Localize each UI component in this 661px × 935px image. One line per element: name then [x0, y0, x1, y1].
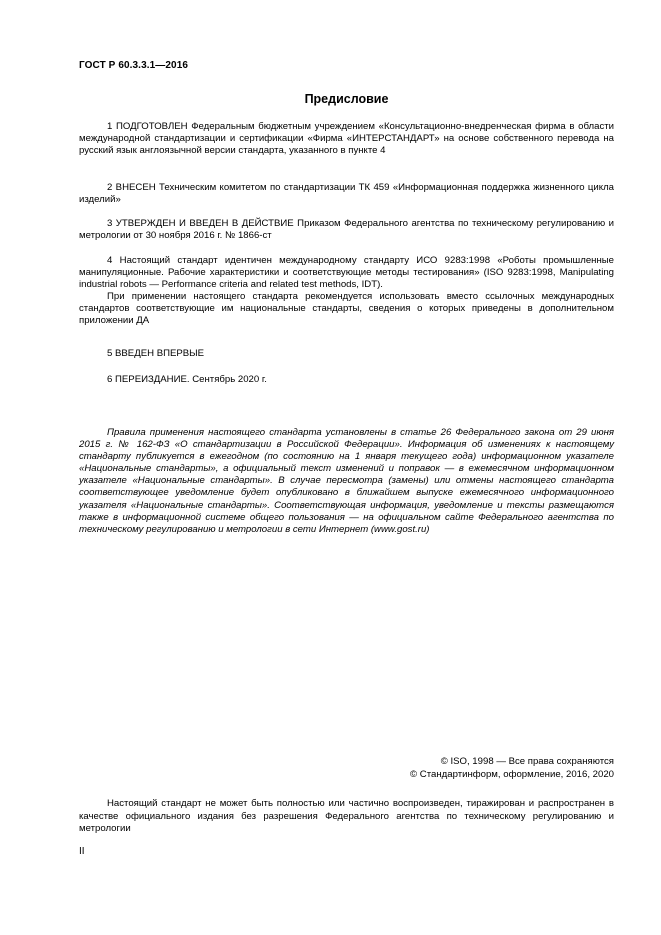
paragraph: 4 Настоящий стандарт идентичен международному стандарту ИСО 9283:1998 «Роботы промышленные манипуляционные. Рабочие характеристики и соответствующие методы тестирования» (ISO 9283:1998, Manipulating industrial robots — Performance criteria and related test methods, IDT).	[79, 255, 614, 291]
preface-item-1	[79, 121, 614, 157]
document-code: ГОСТ Р 60.3.3.1—2016	[79, 60, 189, 71]
paragraph: Настоящий стандарт не может быть полностью или частично воспроизведен, тиражирован и распространен в качестве официального издания без разрешения Федерального агентства по техническому регулированию и метрологии	[79, 798, 614, 834]
paragraph: 2 ВНЕСЕН Техническим комитетом по стандартизации ТК 459 «Информационная поддержка жизненного цикла изделий»	[79, 182, 614, 206]
preface-item-5	[79, 348, 614, 360]
preface-item-4	[79, 255, 614, 328]
copyright-iso: © ISO, 1998 — Все права сохраняются	[440, 756, 614, 767]
application-notice	[79, 427, 614, 536]
preface-item-6	[79, 374, 614, 386]
paragraph: 3 УТВЕРЖДЕН И ВВЕДЕН В ДЕЙСТВИЕ Приказом Федерального агентства по техническому регулированию и метрологии от 30 ноября 2016 г. № 1866-ст	[79, 218, 614, 242]
copyright-block	[410, 755, 614, 781]
paragraph: 6 ПЕРЕИЗДАНИЕ. Сентябрь 2020 г.	[107, 374, 267, 385]
paragraph: Правила применения настоящего стандарта установлены в статье 26 Федерального закона от 29 июня 2015 г. № 162-ФЗ «О стандартизации в Российской Федерации». Информация об изменениях к настоящему стандарту публикуется в ежегодном (по состоянию на 1 января текущего года) информационном указателе «Национальные стандарты», а официальный текст изменений и поправок — в ежемесячном информационном указателе «Национальные стандарты». В случае пересмотра (замены) или отмены настоящего стандарта соответствующее уведомление будет опубликовано в ближайшем выпуске ежемесячного информационного указателя «Национальные стандарты». Соответствующая информация, уведомление и тексты размещаются также в информационной системе общего пользования — на официальном сайте Федерального агентства по техническому регулированию и метрологии в сети Интернет (www.gost.ru)	[79, 427, 614, 535]
paragraph: 5 ВВЕДЕН ВПЕРВЫЕ	[107, 348, 205, 359]
reproduction-notice	[79, 798, 614, 836]
page-title: Предисловие	[304, 92, 389, 106]
paragraph: 1 ПОДГОТОВЛЕН Федеральным бюджетным учреждением «Консультационно-внедренческая фирма в области международной стандартизации и сертификации «Фирма «ИНТЕРСТАНДАРТ» на основе собственного перевода на русский язык англоязычной версии стандарта, указанного в пункте 4	[79, 121, 614, 157]
preface-item-3	[79, 218, 614, 242]
paragraph: При применении настоящего стандарта рекомендуется использовать вместо ссылочных международных стандартов соответствующие им национальные стандарты, сведения о которых приведены в дополнительном приложении ДА	[79, 291, 614, 327]
page-number: II	[79, 846, 85, 857]
preface-item-2	[79, 182, 614, 206]
copyright-standartinform: © Стандартинформ, оформление, 2016, 2020	[410, 769, 614, 780]
